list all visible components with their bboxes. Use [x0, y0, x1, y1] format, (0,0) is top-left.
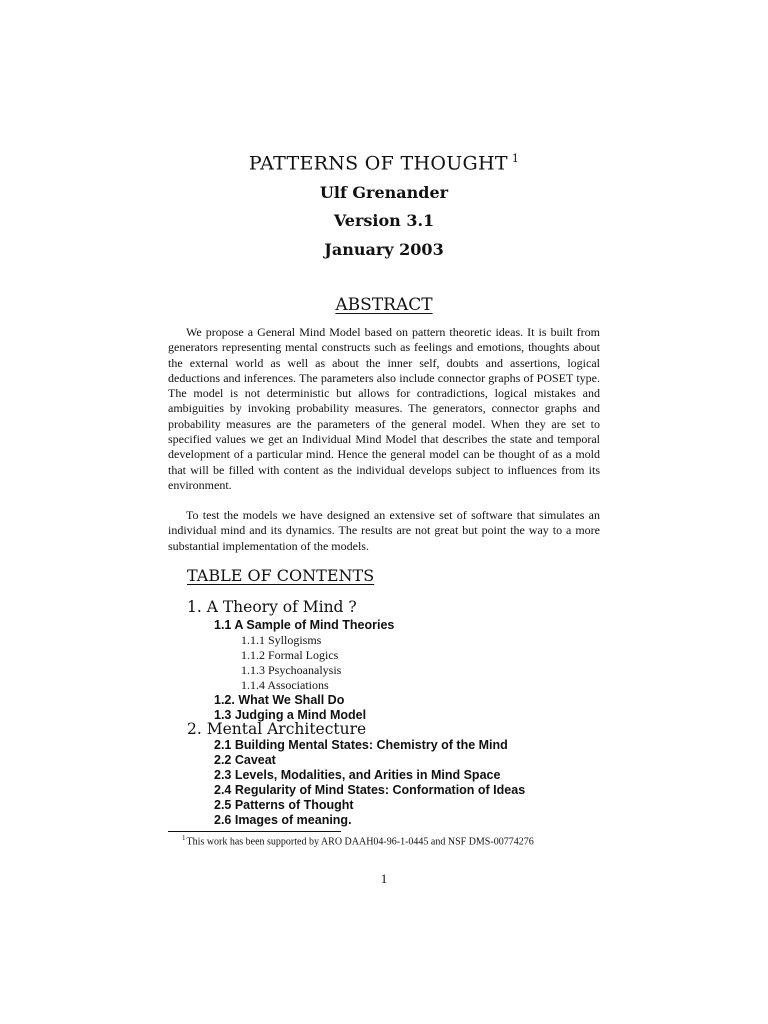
toc-entry-level-2: 2.6 Images of meaning. [214, 813, 352, 827]
footnote-text: This work has been supported by ARO DAAH04-96-1-0445 and NSF DMS-00774276 [186, 836, 534, 848]
paper-title [0, 152, 768, 174]
toc-entry-level-2: 2.1 Building Mental States: Chemistry of the Mind [214, 738, 508, 752]
footnote [182, 834, 534, 847]
toc-entry-level-3: 1.1.4 Associations [241, 678, 329, 692]
toc-entry-level-2: 2.3 Levels, Modalities, and Arities in Mind Space [214, 768, 501, 782]
toc-entry-level-1: 1. A Theory of Mind ? [187, 598, 357, 616]
version-label: Version 3.1 [333, 211, 435, 230]
toc-entry-level-2: 2.4 Regularity of Mind States: Conformation of Ideas [214, 783, 526, 797]
abstract-paragraph-2: To test the models we have designed an extensive set of software that simulates an individual mind and its dynamics. The results are not great but point the way to a more substantial implementation of the models. [168, 508, 600, 553]
abstract-paragraph-1: We propose a General Mind Model based on pattern theoretic ideas. It is built from generators representing mental constructs such as feelings and emotions, thoughts about the external world as well as about the inner self, doubts and assertions, logical deductions and inferences. The parameters also include connector graphs of POSET type. The model is not deterministic but allows for contradictions, logical mistakes and ambiguities by invoking probability measures. The generators, connector graphs and probability measures are the parameters of the general model. When they are set to specified values we get an Individual Mind Model that describes the state and temporal development of a particular mind. Hence the general model can be thought of as a mold that will be filled with content as the individual develops subject to influences from its environment. [168, 325, 600, 492]
title-footnote-mark: 1 [511, 152, 520, 165]
toc-entry-level-2: 1.3 Judging a Mind Model [214, 708, 367, 722]
paper-title-text: PATTERNS OF THOUGHT [248, 152, 508, 175]
toc-entry-level-2: 1.1 A Sample of Mind Theories [214, 618, 395, 632]
toc-entry-level-2: 2.2 Caveat [214, 753, 276, 767]
toc-entry-level-3: 1.1.2 Formal Logics [241, 648, 339, 662]
toc-entry-level-3: 1.1.1 Syllogisms [241, 633, 322, 647]
author-name: Ulf Grenander [319, 183, 449, 202]
toc-entry-level-2: 1.2. What We Shall Do [214, 693, 345, 707]
toc-entry-level-1: 2. Mental Architecture [187, 720, 367, 738]
footnote-rule [168, 831, 341, 832]
publication-date: January 2003 [324, 240, 444, 259]
footnote-mark: 1 [182, 834, 186, 842]
toc-heading: TABLE OF CONTENTS [187, 566, 375, 585]
abstract-heading: ABSTRACT [335, 295, 433, 315]
toc-entry-level-2: 2.5 Patterns of Thought [214, 798, 354, 812]
toc-entry-level-3: 1.1.3 Psychoanalysis [241, 663, 342, 677]
page-number: 1 [380, 871, 388, 886]
